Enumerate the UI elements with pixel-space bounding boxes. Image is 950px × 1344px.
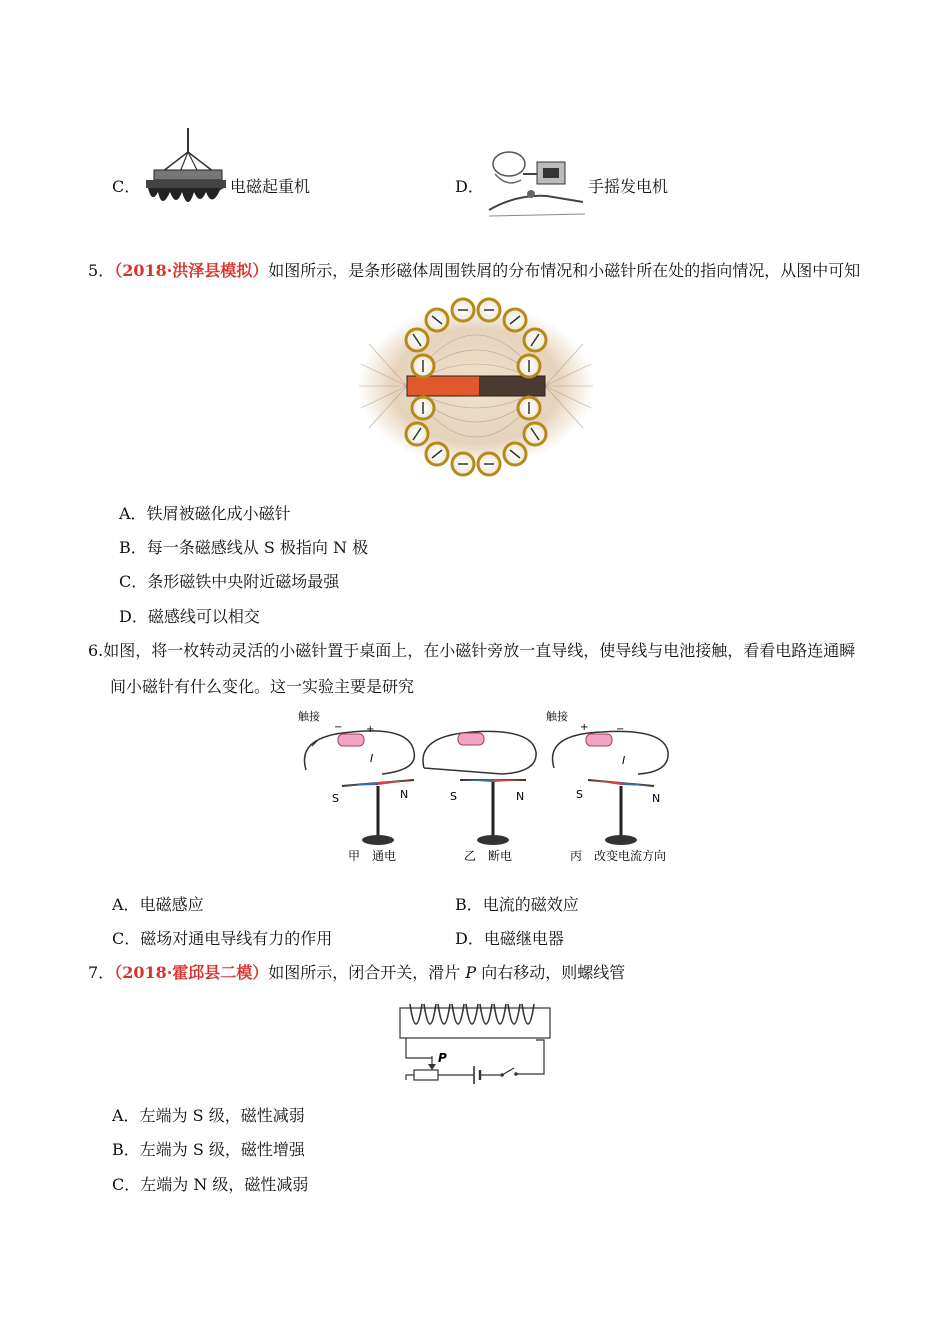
s-label-3: S [576,788,583,801]
q7-option-c: C．左端为 N 级，磁性减弱 [112,1175,309,1194]
q7-source: （2018·霍邱县二模） [114,963,269,982]
q6-option-a: A．电磁感应 [112,895,204,914]
q6-option-d: D．电磁继电器 [455,929,564,948]
q5-option-b: B．每一条磁感线从 S 极指向 N 极 [119,538,369,557]
s-label-2: S [450,790,457,803]
caption-3: 丙 改变电流方向 [570,849,667,863]
q6-stem-line1: 6.如图，将一枚转动灵活的小磁针置于桌面上，在小磁针旁放一直导线，使导线与电池接触，看看电路连通瞬 [88,641,856,660]
electromagnetic-crane-image [140,126,228,216]
solenoid-circuit-figure [392,1000,562,1092]
q7-option-a: A．左端为 S 级，磁性减弱 [112,1106,305,1125]
oersted-experiment-figure [292,706,684,872]
q6-stem-line2: 间小磁针有什么变化。这一实验主要是研究 [110,677,415,696]
q5-stem-text: 如图所示，是条形磁体周围铁屑的分布情况和小磁针所在处的指向情况，从图中可知 [268,261,861,280]
touch-label-3: 触接 [546,710,568,723]
q5-number: 5． [88,261,115,280]
plus-label-1: + [366,724,375,735]
slider-p-label: P [438,1051,447,1065]
q5-source: （2018·洪泽县模拟） [114,261,269,280]
touch-label-1: 触接 [298,710,320,723]
q6-option-c: C．磁场对通电导线有力的作用 [112,929,333,948]
hand-crank-generator-image [487,144,587,218]
q7-slider-symbol: P [465,963,477,982]
q5-option-c: C．条形磁铁中央附近磁场最强 [119,572,340,591]
q4-option-c-text: 电磁起重机 [230,177,311,196]
minus-label-3: − [616,724,625,735]
n-label-2: N [516,790,525,803]
s-label-1: S [332,792,339,805]
q5-option-d: D．磁感线可以相交 [119,607,260,626]
q5-stem [88,261,860,281]
minus-label-1: − [334,722,343,733]
q5-option-a: A．铁屑被磁化成小磁针 [119,504,291,523]
q7-stem: 7．（2018·霍邱县二模）如图所示，闭合开关，滑片 P 向右移动，则螺线管 [88,963,626,982]
caption-2: 乙 断电 [464,849,513,863]
q6-number: 6. [88,641,104,660]
q7-number: 7． [88,963,115,982]
q4-option-d-text: 手摇发电机 [588,177,669,196]
bar-magnet-iron-filings-figure [355,294,597,484]
q7-option-b: B．左端为 S 级，磁性增强 [112,1140,305,1159]
n-label-1: N [400,788,409,801]
q4-option-c-letter: C． [112,177,141,196]
q6-option-b: B．电流的磁效应 [455,895,579,914]
plus-label-3: + [580,722,589,733]
n-label-3: N [652,792,661,805]
q4-option-d-letter: D． [455,177,484,196]
current-label-1: I [370,752,374,765]
current-label-3: I [622,754,626,767]
caption-1: 甲 通电 [348,849,397,863]
